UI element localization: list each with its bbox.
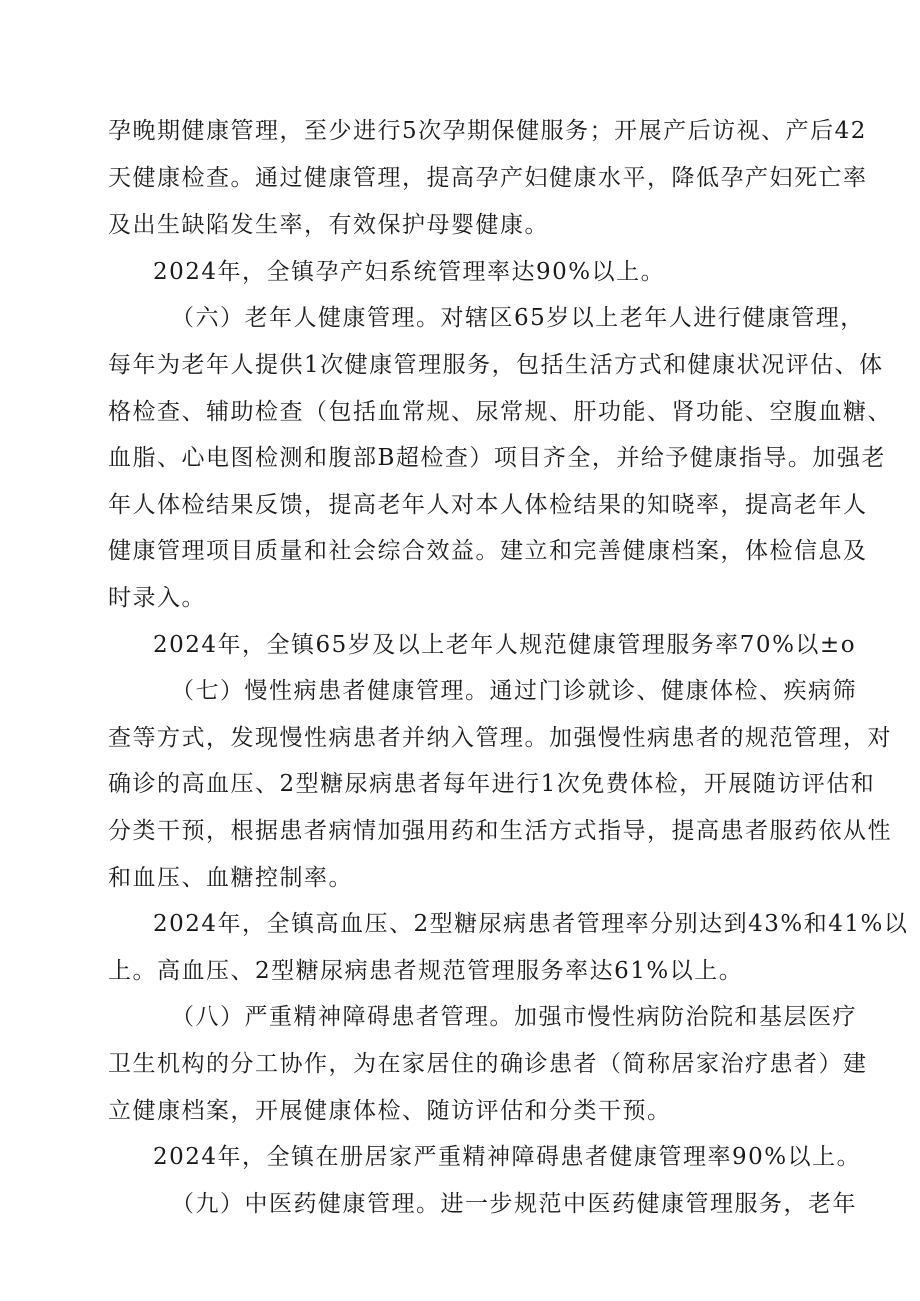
text-line: 健康管理项目质量和社会综合效益。建立和完善健康档案，体检信息及 <box>108 538 868 564</box>
text-line: 格检查、辅助检查（包括血常规、尿常规、肝功能、肾功能、空腹血糖、 <box>108 399 892 425</box>
text-line: 2024年，全镇孕产妇系统管理率达90%以上。 <box>153 259 666 285</box>
section-heading-line: （九）中医药健康管理。进一步规范中医药健康管理服务，老年 <box>171 1191 857 1217</box>
text-line: 分类干预，根据患者病情加强用药和生活方式指导，提高患者服药依从性 <box>108 818 892 844</box>
text-line: 时录入。 <box>108 585 206 611</box>
text-line: 及出生缺陷发生率，有效保护母婴健康。 <box>108 212 549 238</box>
text-line: 年人体检结果反馈，提高老年人对本人体检结果的知晓率，提高老年人 <box>108 492 868 518</box>
text-line: 上。高血压、2型糖尿病患者规范管理服务率达61%以上。 <box>108 958 744 984</box>
text-line: 2024年，全镇高血压、2型糖尿病患者管理率分别达到43%和41%以 <box>153 911 909 937</box>
text-line: 查等方式，发现慢性病患者并纳入管理。加强慢性病患者的规范管理，对 <box>108 725 892 751</box>
text-line: 和血压、血糖控制率。 <box>108 865 353 891</box>
text-line: 天健康检查。通过健康管理，提高孕产妇健康水平，降低孕产妇死亡率 <box>108 165 868 191</box>
text-line: 卫生机构的分工协作，为在家居住的确诊患者（简称居家治疗患者）建 <box>108 1051 868 1077</box>
section-heading-line: （八）严重精神障碍患者管理。加强市慢性病防治院和基层医疗 <box>171 1004 857 1030</box>
text-line: 孕晚期健康管理，至少进行5次孕期保健服务；开展产后访视、产后42 <box>108 118 867 144</box>
section-heading-line: （七）慢性病患者健康管理。通过门诊就诊、健康体检、疾病筛 <box>171 678 857 704</box>
text-line: 确诊的高血压、2型糖尿病患者每年进行1次免费体检，开展随访评估和 <box>108 771 876 797</box>
text-line: 2024年，全镇65岁及以上老年人规范健康管理服务率70%以±o <box>153 632 857 658</box>
text-line: 血脂、心电图检测和腹部B超检查）项目齐全，并给予健康指导。加强老 <box>108 445 886 471</box>
text-line: 2024年，全镇在册居家严重精神障碍患者健康管理率90%以上。 <box>153 1144 862 1170</box>
text-line: 立健康档案，开展健康体检、随访评估和分类干预。 <box>108 1098 672 1124</box>
section-heading-line: （六）老年人健康管理。对辖区65岁以上老年人进行健康管理， <box>171 305 865 331</box>
text-line: 每年为老年人提供1次健康管理服务，包括生活方式和健康状况评估、体 <box>108 352 884 378</box>
